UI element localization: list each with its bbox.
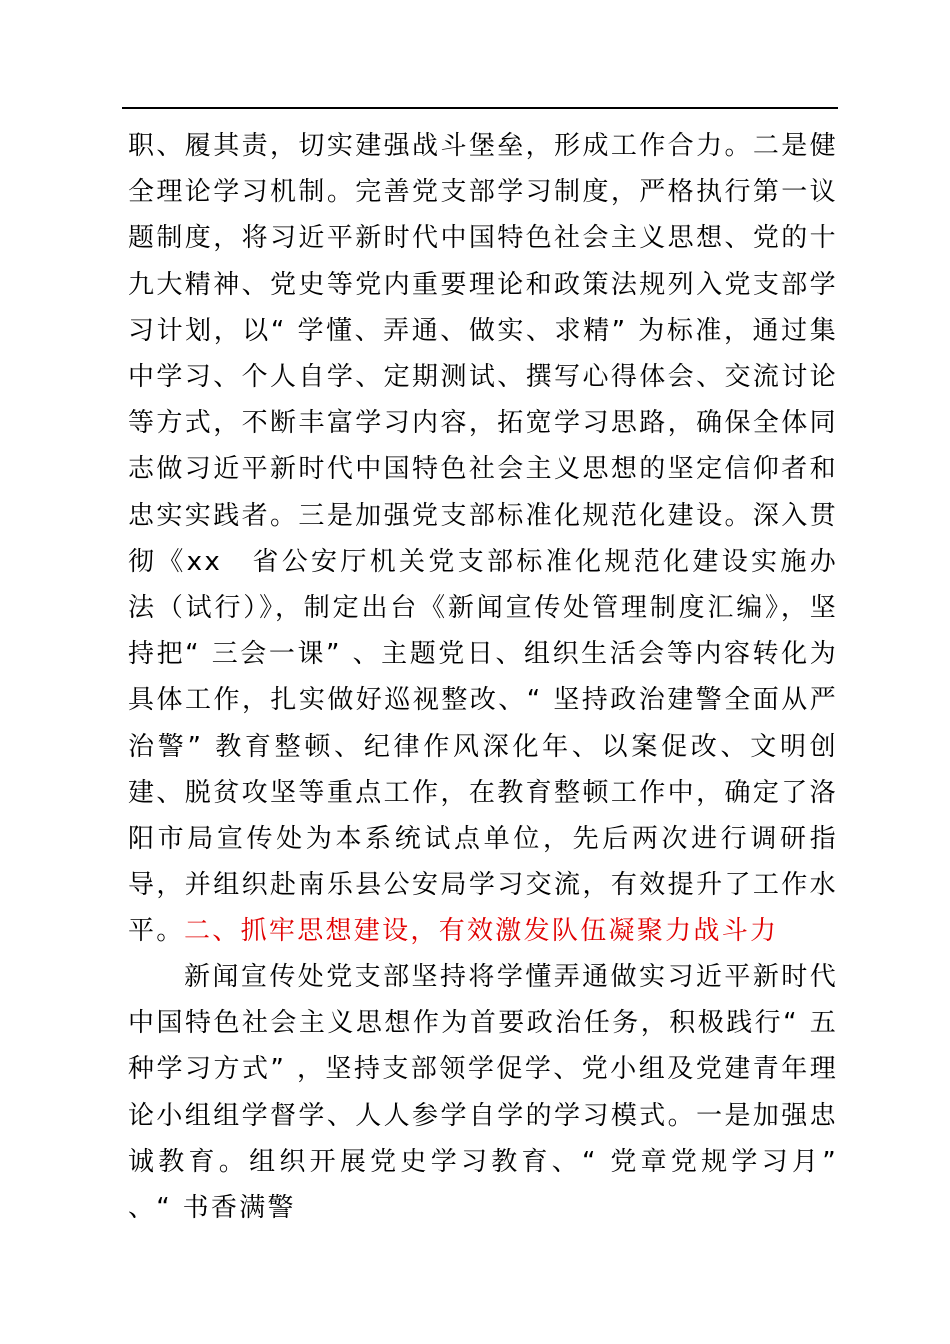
header-rule xyxy=(122,107,838,109)
section-heading: 二、抓牢思想建设，有效激发队伍凝聚力战斗力 xyxy=(184,916,779,946)
paragraph-2: 新闻宣传处党支部坚持将学懂弄通做实习近平新时代中国特色社会主义思想作为首要政治任务，积极践行“ 五种学习方式” ，坚持支部领学促学、党小组及党建青年理论小组组学督学、人人参学自学的学习模式。一是加强忠诚教育。组织开展党史学习教育、“ 党章党规学习月” 、“ 书香满警 xyxy=(128,962,838,1224)
paragraph-1: 职、履其责，切实建强战斗堡垒，形成工作合力。二是健全理论学习机制。完善党支部学习制度，严格执行第一议题制度，将习近平新时代中国特色社会主义思想、党的十九大精神、党史等党内重要理论和政策法规列入党支部学习计划，以“ 学懂、弄通、做实、求精” 为标准，通过集中学习、个人自学、定期测试、撰写心得体会、交流讨论等方式，不断丰富学习内容，拓宽学习思路，确保全体同志做习近平新时代中国特色社会主义思想的坚定信仰者和忠实实践者。三是加强党支部标准化规范化建设。深入贯彻《xx 省公安厅机关党支部标准化规范化建设实施办法（试行）》，制定出台《新闻宣传处管理制度汇编》，坚持把“ 三会一课” 、主题党日、组织生活会等内容转化为具体工作，扎实做好巡视整改、“ 坚持政治建警全面从严治警” 教育整顿、纪律作风深化年、以案促改、文明创建、脱贫攻坚等重点工作，在教育整顿工作中，确定了洛阳市局宣传处为本系统试点单位，先后两次进行调研指导，并组织赴南乐县公安局学习交流，有效提升了工作水平。 xyxy=(128,131,838,947)
